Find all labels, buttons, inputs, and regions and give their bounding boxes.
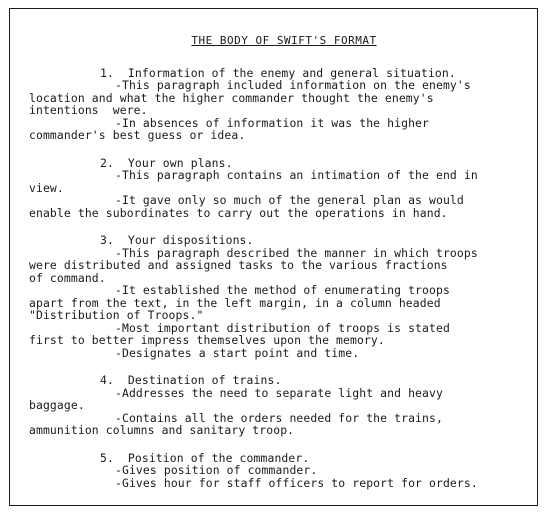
paragraph-line: "Distribution of Troops."	[29, 308, 204, 322]
paragraph-line: -In absences of information it was the higher	[115, 115, 429, 130]
paragraph-line: -This paragraph contains an intimation of the end in	[115, 168, 478, 182]
paragraph-line: location and what the higher commander thought the enemy's	[29, 90, 434, 105]
paragraph-line: -This paragraph described the manner in which troops	[115, 245, 478, 260]
paragraph-line: -It gave only so much of the general plan as would	[115, 193, 464, 207]
paragraph-line: -Addresses the need to separate light and heavy	[115, 385, 443, 400]
section-heading: 4. Destination of trains.	[100, 373, 282, 387]
section-dispositions	[29, 234, 539, 359]
paragraph-line: view.	[29, 180, 64, 195]
paragraph-line: -Gives position of commander.	[115, 463, 318, 477]
section-enemy-information	[29, 67, 539, 142]
paragraph-line: first to better impress themselves upon the memory.	[29, 333, 385, 347]
paragraph-line: of command.	[29, 270, 106, 285]
section-own-plans	[29, 157, 539, 220]
paragraph-line: -Contains all the orders needed for the trains,	[115, 410, 443, 425]
paragraph-line: -Designates a start point and time.	[115, 345, 360, 360]
paragraph-line: were distributed and assigned tasks to the various fractions	[29, 258, 448, 272]
document-title: THE BODY OF SWIFT'S FORMAT	[191, 34, 377, 47]
document-body	[29, 35, 539, 489]
paragraph-line: ammunition columns and sanitary troop.	[29, 423, 295, 437]
paragraph-line: baggage.	[29, 398, 85, 412]
paragraph-line: -This paragraph included information on the enemy's	[115, 78, 471, 92]
section-heading: 1. Information of the enemy and general situation.	[100, 65, 456, 80]
paragraph-line: -Gives hour for staff officers to report for orders.	[115, 475, 478, 490]
paragraph-line: apart from the text, in the left margin, in a column headed	[29, 295, 441, 310]
paragraph-line: enable the subordinates to carry out the operations in hand.	[29, 205, 448, 220]
section-commander-position	[29, 452, 539, 490]
section-trains	[29, 374, 539, 437]
page-border	[9, 8, 538, 506]
section-heading: 3. Your dispositions.	[100, 233, 254, 247]
section-heading: 5. Position of the commander.	[100, 450, 310, 465]
paragraph-line: -It established the method of enumerating troops	[115, 283, 450, 297]
section-heading: 2. Your own plans.	[100, 155, 233, 170]
paragraph-line: -Most important distribution of troops is stated	[115, 320, 450, 335]
paragraph-line: commander's best guess or idea.	[29, 128, 246, 142]
paragraph-line: intentions were.	[29, 103, 148, 117]
